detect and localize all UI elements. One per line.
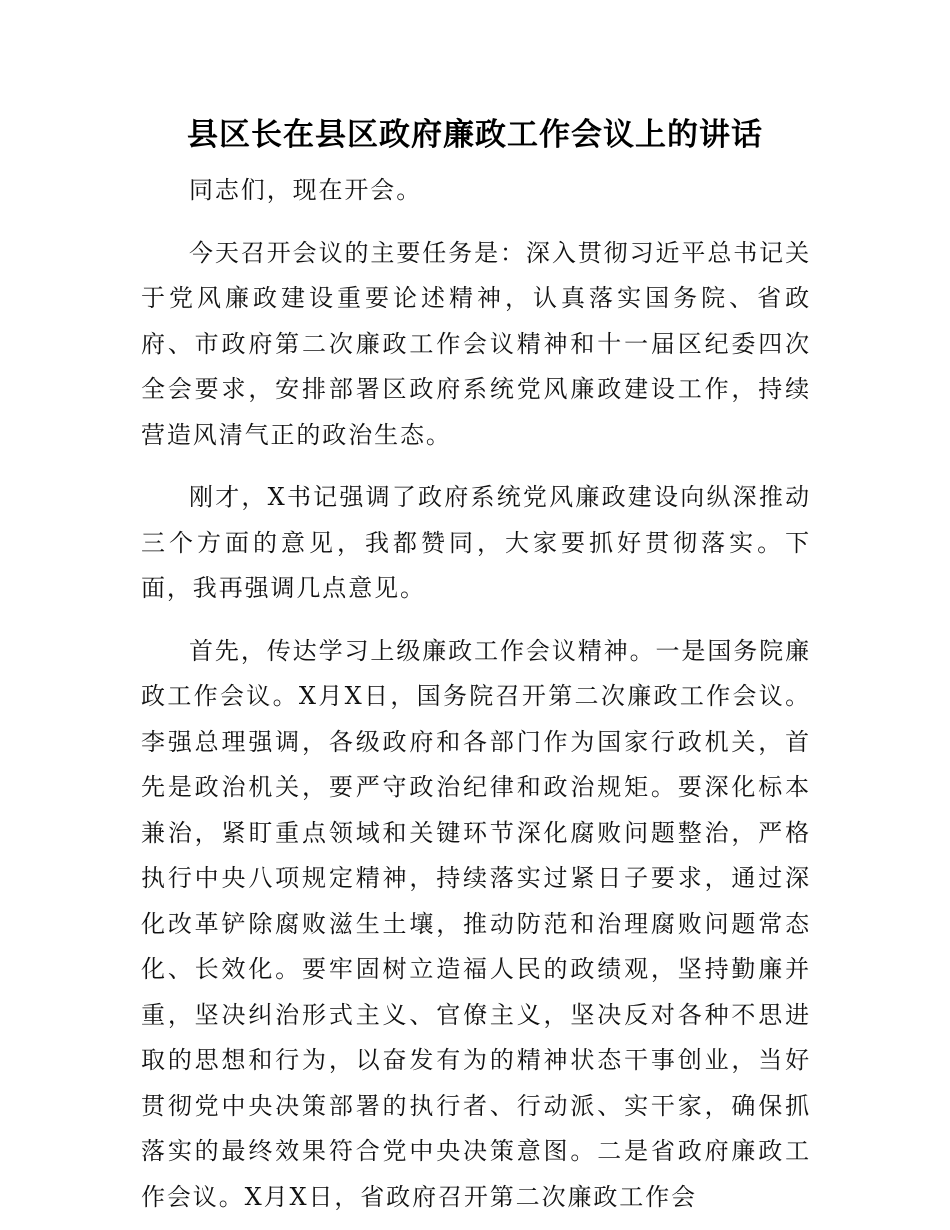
- paragraph-secretary-remarks: 刚才，X书记强调了政府系统党风廉政建设向纵深推动三个方面的意见，我都赞同，大家要抓好贯彻落实。下面，我再强调几点意见。: [141, 483, 811, 602]
- paragraph-higher-level-meetings: 首先，传达学习上级廉政工作会议精神。一是国务院廉政工作会议。X月X日，国务院召开第二次廉政工作会议。李强总理强调，各级政府和各部门作为国家行政机关，首先是政治机关，要严守政治纪律和政治规矩。要深化标本兼治，紧盯重点领域和关键环节深化腐败问题整治，严格执行中央八项规定精神，持续落实过紧日子要求，通过深化改革铲除腐败滋生土壤，推动防范和治理腐败问题常态化、长效化。要牢固树立造福人民的政绩观，坚持勤廉并重，坚决纠治形式主义、官僚主义，坚决反对各种不思进取的思想和行为，以奋发有为的精神状态干事创业，当好贯彻党中央决策部署的执行者、行动派、实干家，确保抓落实的最终效果符合党中央决策意图。二是省政府廉政工作会议。X月X日，省政府召开第二次廉政工作会: [141, 636, 811, 1211]
- paragraph-opening: 同志们，现在开会。: [189, 176, 423, 204]
- paragraph-meeting-task: 今天召开会议的主要任务是：深入贯彻习近平总书记关于党风廉政建设重要论述精神，认真落实国务院、省政府、市政府第二次廉政工作会议精神和十一届区纪委四次全会要求，安排部署区政府系统党风廉政建设工作，持续营造风清气正的政治生态。: [141, 238, 811, 449]
- document-title: 县区长在县区政府廉政工作会议上的讲话: [187, 117, 763, 153]
- document-body: [141, 168, 811, 1220]
